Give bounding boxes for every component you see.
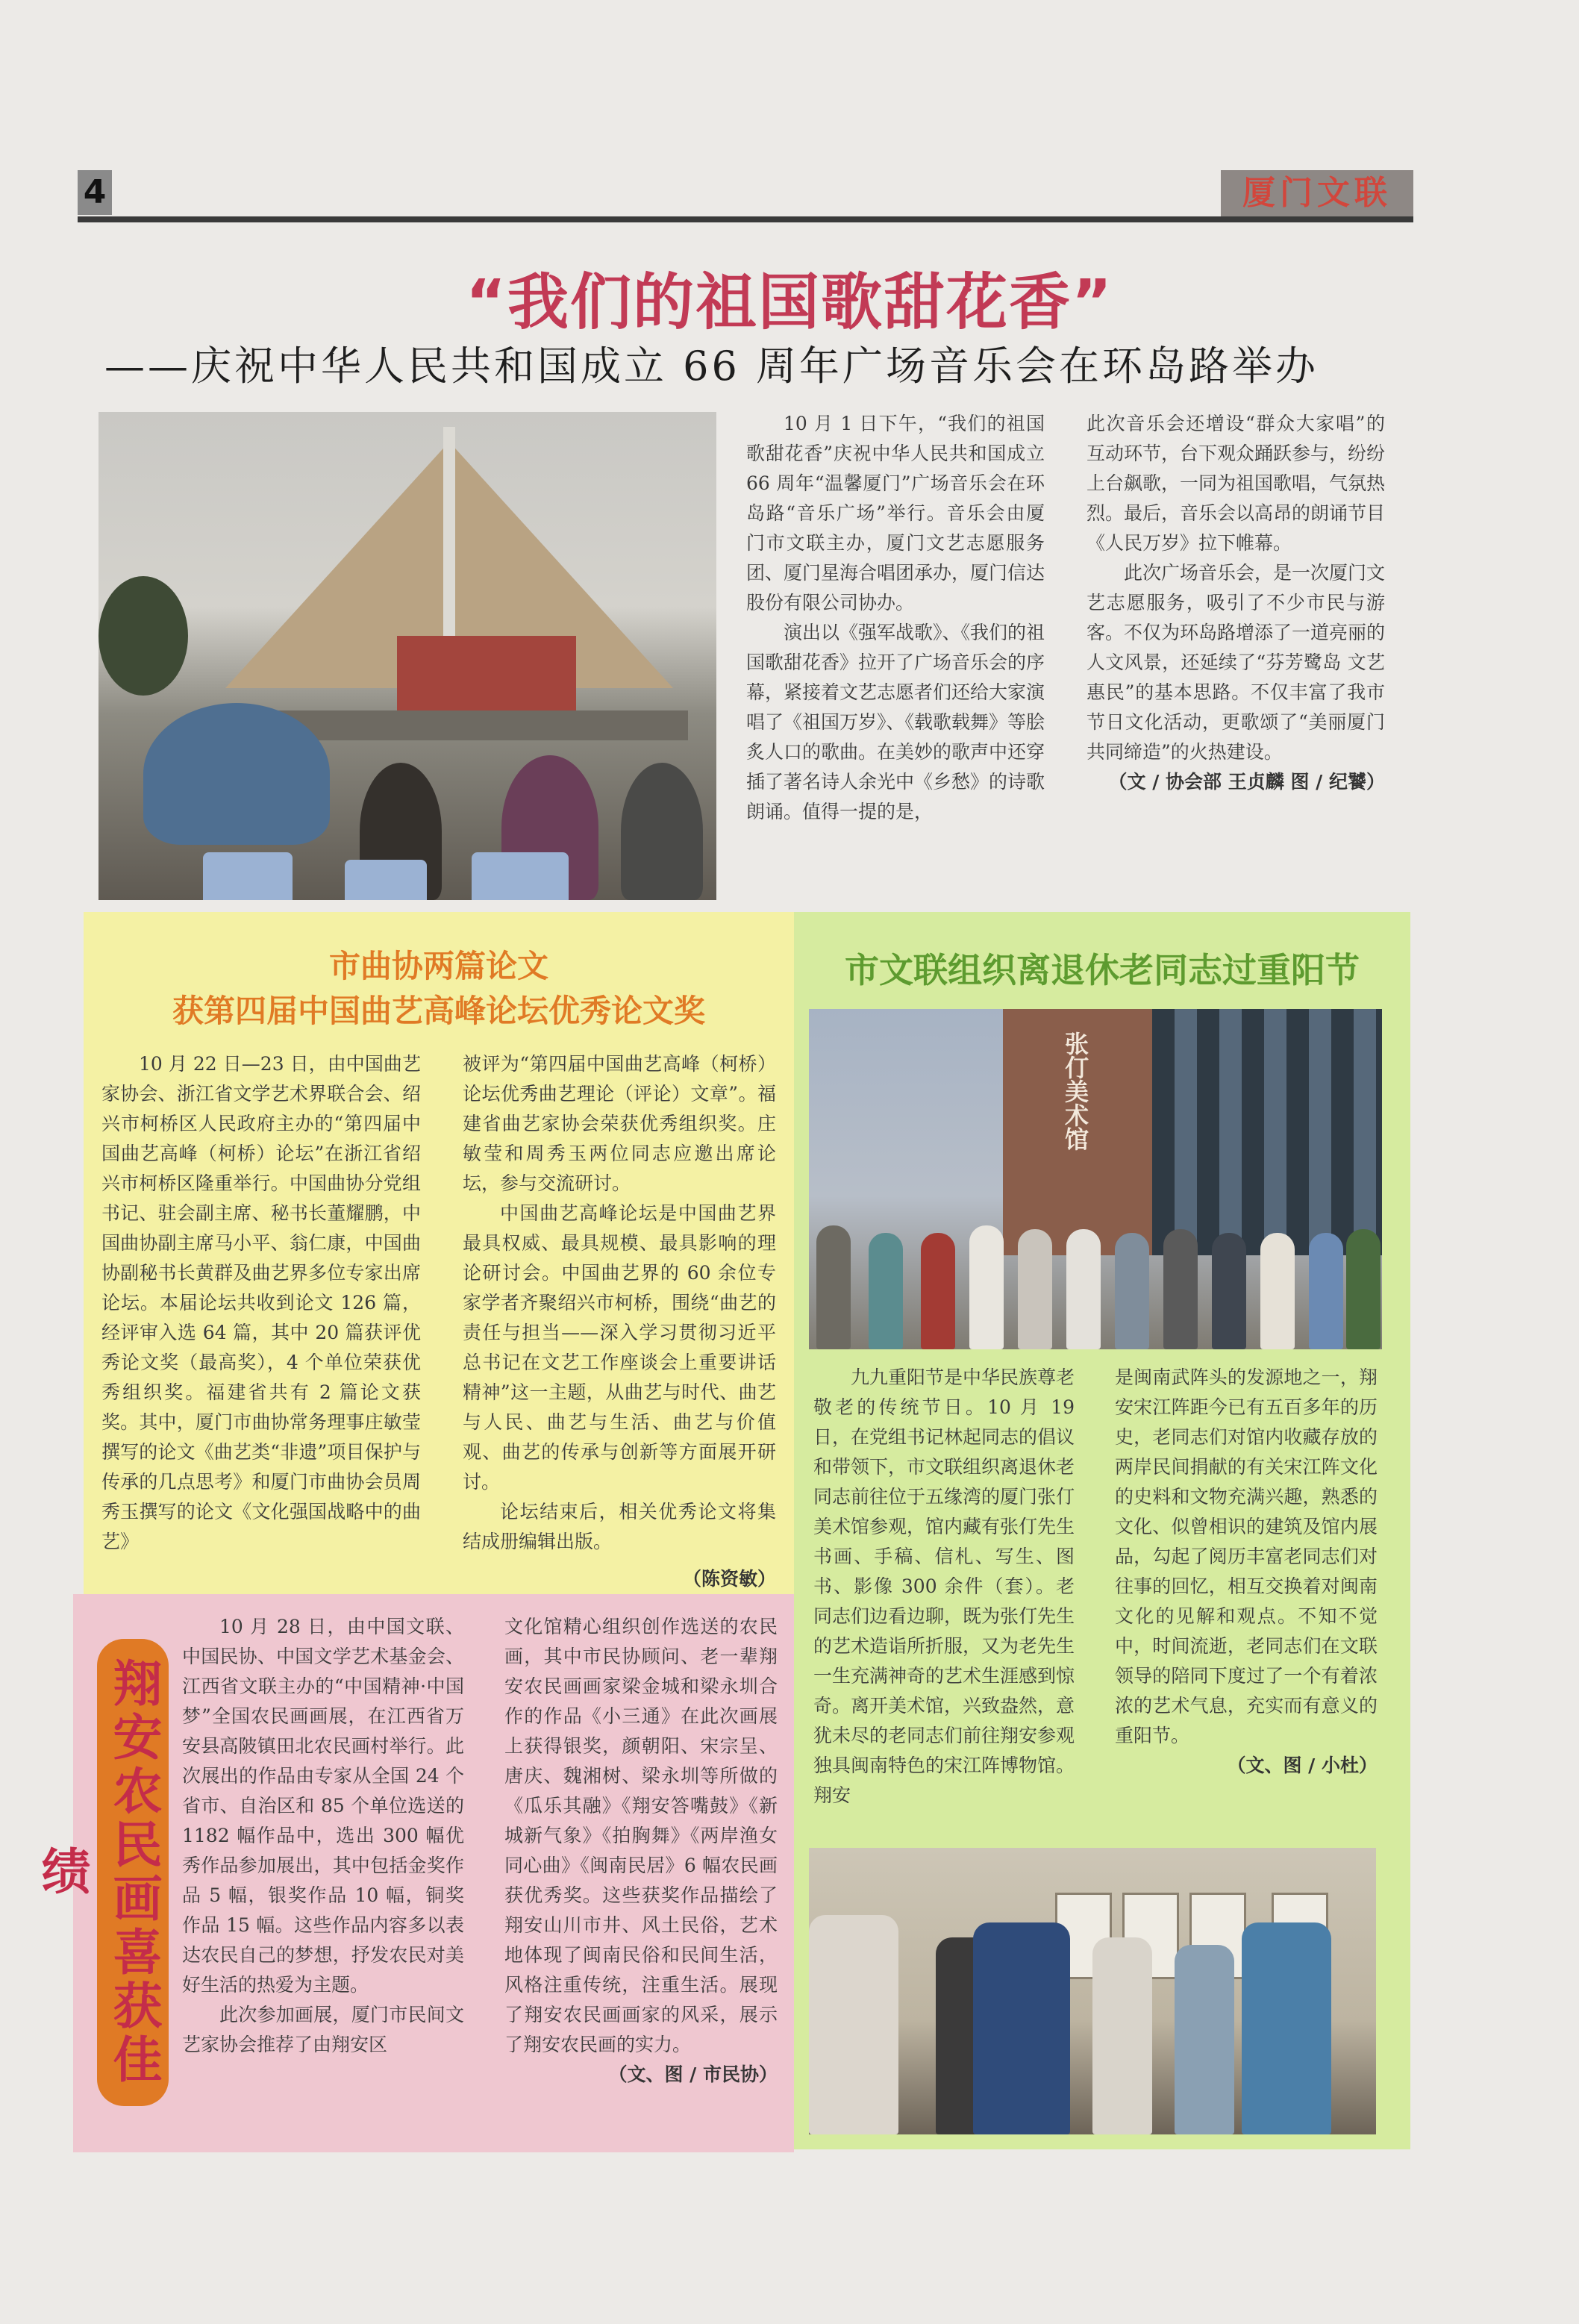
quyi-article-title-line1: 市曲协两篇论文 xyxy=(328,948,548,984)
main-article-title: “我们的祖国歌甜花香” xyxy=(466,267,1113,338)
header-rule xyxy=(78,216,1413,222)
quyi-article-title-line2: 获第四届中国曲艺高峰论坛优秀论文奖 xyxy=(172,993,705,1029)
quyi-article-col2: 被评为“第四届中国曲艺高峰（柯桥）论坛优秀曲艺理论（评论）文章”。福建省曲艺家协会荣获优秀组织奖。庄敏莹和周秀玉两位同志应邀出席论坛，参与交流研讨。 中国曲艺高峰论坛是中国曲艺界最具权威、最具规模、最具影响的理论研讨会。中国曲艺界的 60 余位专家学者齐聚绍兴市柯桥，围绕“曲艺的责任与担当——深入学习贯彻习近平总书记在文艺工作座谈会上重要讲话精神”这一主题，从曲艺与时代、曲艺与人民、曲艺与生活、曲艺与价值观、曲艺的传承与创新等方面展开研讨。 论坛结束后，相关优秀论文将集结成册编辑出版。 （陈资敏） xyxy=(463,1053,776,1590)
main-article-col2: 此次音乐会还增设“群众大家唱”的互动环节，台下观众踊跃参与，纷纷上台飙歌，一同为祖国歌唱，气氛热烈。最后，音乐会以高昂的朗诵节目《人民万岁》拉下帷幕。 此次广场音乐会，是一次厦门文艺志愿服务，吸引了不少市民与游客。不仅为环岛路增添了一道亮丽的人文风景，还延续了“芬芳鹭岛 文艺惠民”的基本思路。不仅丰富了我市节日文化活动，更歌颂了“美丽厦门 共同缔造”的火热建设。 （文 / 协会部 王贞麟 图 / 纪饕） xyxy=(1086,413,1386,793)
main-article-col1: 10 月 1 日下午，“我们的祖国歌甜花香”庆祝中华人民共和国成立 66 周年“温馨厦门”广场音乐会在环岛路“音乐广场”举行。音乐会由厦门市文联主办，厦门文艺志愿服务团、厦门星海合唱团承办，厦门信达股份有限公司协办。 演出以《强军战歌》、《我们的祖国歌甜花香》拉开了广场音乐会的序幕，紧接着文艺志愿者们还给大家演唱了《祖国万岁》、《载歌载舞》等脍炙人口的歌曲。在美妙的歌声中还穿插了著名诗人余光中《乡愁》的诗歌朗诵。值得一提的是， xyxy=(746,413,1045,822)
nongmin-article-byline: （文、图 / 市民协） xyxy=(608,2064,778,2085)
quyi-article-col1: 10 月 22 日—23 日，由中国曲艺家协会、浙江省文学艺术界联合会、绍兴市柯桥区人民政府主办的“第四届中国曲艺高峰（柯桥）论坛”在浙江省绍兴市柯桥区隆重举行。中国曲协分党组书记、驻会副主席、秘书长董耀鹏，中国曲协副主席马小平、翁仁康，中国曲协副秘书长黄群及曲艺界多位专家出席论坛。本届论坛共收到论文 126 篇，经评审入选 64 篇，其中 20 篇获评优秀论文奖（最高奖），4 个单位荣获优秀组织奖。福建省共有 2 篇论文获奖。其中，厦门市曲协常务理事庄敏莹撰写的论文《曲艺类“非遗”项目保护与传承的几点思考》和厦门市曲协会员周秀玉撰写的论文《文化强国战略中的曲艺》 xyxy=(101,1053,421,1552)
gallery-visit-photo xyxy=(809,1848,1376,2134)
chongyang-article-title: 市文联组织离退休老同志过重阳节 xyxy=(845,950,1360,990)
museum-group-photo xyxy=(809,1009,1382,1349)
concert-photo xyxy=(99,412,716,900)
nongmin-article-vertical-title: 翔安农民画喜获佳绩 xyxy=(97,1639,169,2106)
page-number: 4 xyxy=(78,170,112,215)
nongmin-article-col1: 10 月 28 日，由中国文联、中国民协、中国文学艺术基金会、江西省文联主办的“中国精神·中国梦”全国农民画画展，在江西省万安县高陂镇田北农民画村举行。此次展出的作品由专家从全国 24 个省市、自治区和 85 个单位选送的 1182 幅作品中，选出 300 幅优秀作品参加展出，其中包括金奖作品 5 幅，银奖作品 10 幅，铜奖作品 15 幅。这些作品内容多以表达农民自己的梦想，抒发农民对美好生活的热爱为主题。 此次参加画展，厦门市民间文艺家协会推荐了由翔安区 xyxy=(182,1616,464,2055)
chongyang-article-col1: 九九重阳节是中华民族尊老敬老的传统节日。10 月 19 日，在党组书记林起同志的倡议和带领下，市文联组织离退休老同志前往位于五缘湾的厦门张仃美术馆参观，馆内藏有张仃先生书画、手稿、信札、写生、图书、影像 300 余件（套）。老同志们边看边聊，既为张仃先生的艺术造诣所折服，又为老先生一生充满神奇的艺术生涯感到惊奇。离开美术馆，兴致盎然，意犹未尽的老同志们前往翔安参观独具闽南特色的宋江阵博物馆。翔安 xyxy=(813,1366,1075,1806)
museum-sign: 张仃美术馆 xyxy=(1061,1031,1089,1151)
chongyang-article-byline: （文、图 / 小杜） xyxy=(1227,1755,1378,1776)
quyi-article-byline: （陈资敏） xyxy=(682,1568,776,1590)
main-article-byline: （文 / 协会部 王贞麟 图 / 纪饕） xyxy=(1108,771,1385,793)
masthead-logo: 厦门文联 xyxy=(1221,170,1413,216)
main-article-subtitle: ——庆祝中华人民共和国成立 66 周年广场音乐会在环岛路举办 xyxy=(104,343,1319,390)
chongyang-article-col2: 是闽南武阵头的发源地之一，翔安宋江阵距今已有五百多年的历史，老同志们对馆内收藏存放的两岸民间捐献的有关宋江阵文化的史料和文物充满兴趣，熟悉的文化、似曾相识的建筑及馆内展品，勾起了阅历丰富老同志们对往事的回忆，相互交换着对闽南文化的见解和观点。不知不觉中，时间流逝，老同志们在文联领导的陪同下度过了一个有着浓浓的艺术气息，充实而有意义的重阳节。 （文、图 / 小杜） xyxy=(1115,1366,1378,1776)
nongmin-article-col2: 文化馆精心组织创作选送的农民画，其中市民协顾问、老一辈翔安农民画画家梁金城和梁永圳合作的作品《小三通》在此次画展上获得银奖，颜朝阳、宋宗呈、唐庆、魏湘树、梁永圳等所做的《瓜乐其融》《翔安答嘴鼓》《新城新气象》《拍胸舞》《两岸渔女同心曲》《闽南民居》6 幅农民画获优秀奖。这些获奖作品描绘了翔安山川市井、风土民俗，艺术地体现了闽南民俗和民间生活，风格注重传统，注重生活。展现了翔安农民画画家的风采，展示了翔安农民画的实力。 （文、图 / 市民协） xyxy=(504,1616,778,2085)
